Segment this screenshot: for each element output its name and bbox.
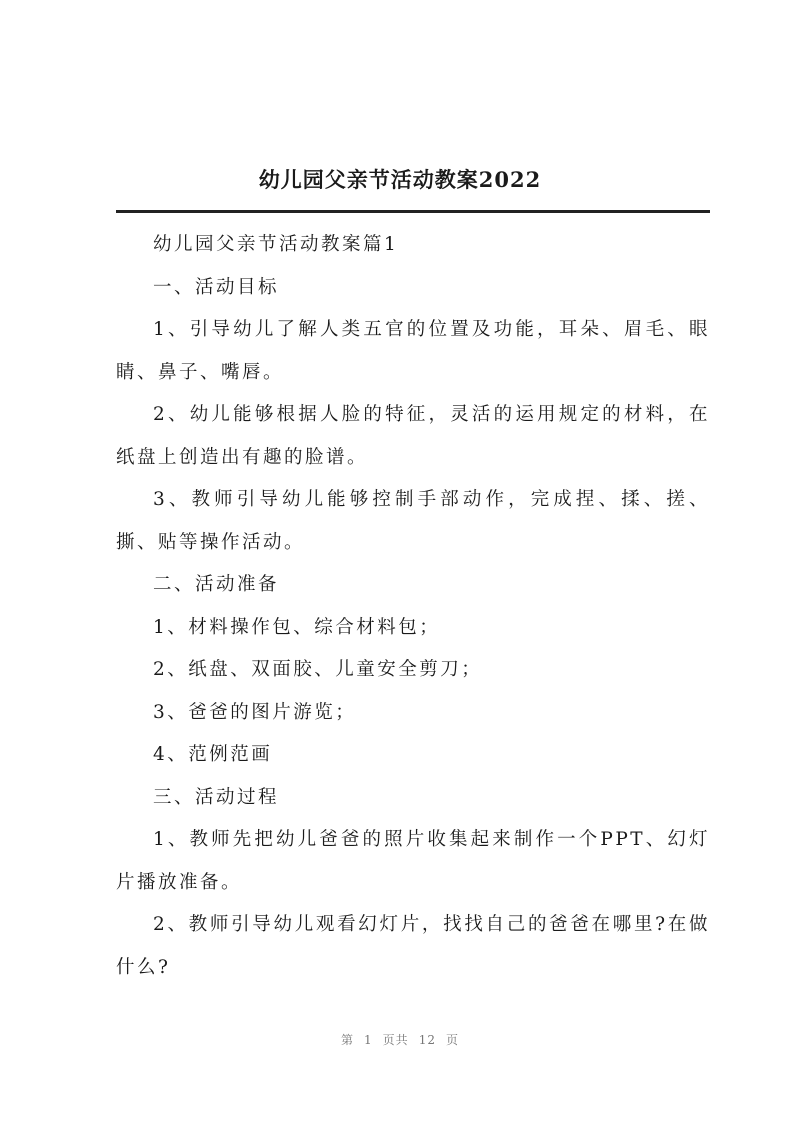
paragraph: 2、纸盘、双面胶、儿童安全剪刀；: [153, 659, 483, 680]
footer-total-pages: 12: [418, 1033, 436, 1047]
footer-current-page: 1: [364, 1033, 373, 1047]
paragraph: 2、幼儿能够根据人脸的特征，灵活的运用规定的材料，在纸盘上创造出有趣的脸谱。: [116, 404, 710, 468]
paragraph: 1、教师先把幼儿爸爸的照片收集起来制作一个PPT、幻灯片播放准备。: [116, 829, 710, 893]
subsection-heading: 二、活动准备: [153, 574, 280, 595]
document-body: [116, 224, 710, 989]
section-heading: 幼儿园父亲节活动教案篇1: [153, 234, 399, 255]
footer-suffix: 页: [445, 1033, 459, 1047]
footer-middle: 页共: [382, 1033, 409, 1047]
paragraph: 4、范例范画: [153, 744, 273, 765]
subsection-heading: 三、活动过程: [153, 786, 280, 808]
page-footer: [0, 1031, 800, 1048]
paragraph: 3、教师引导幼儿能够控制手部动作，完成捏、揉、搓、撕、贴等操作活动。: [116, 489, 710, 553]
document-title: 幼儿园父亲节活动教案2022: [258, 167, 542, 192]
subsection-heading: 一、活动目标: [153, 276, 280, 298]
footer-prefix: 第: [341, 1033, 355, 1047]
title-divider: [116, 210, 710, 213]
paragraph: 2、教师引导幼儿观看幻灯片，找找自己的爸爸在哪里?在做什么?: [116, 914, 710, 978]
paragraph: 1、引导幼儿了解人类五官的位置及功能，耳朵、眉毛、眼睛、鼻子、嘴唇。: [116, 319, 710, 383]
paragraph: 1、材料操作包、综合材料包；: [153, 616, 441, 638]
paragraph: 3、爸爸的图片游览；: [153, 701, 357, 723]
